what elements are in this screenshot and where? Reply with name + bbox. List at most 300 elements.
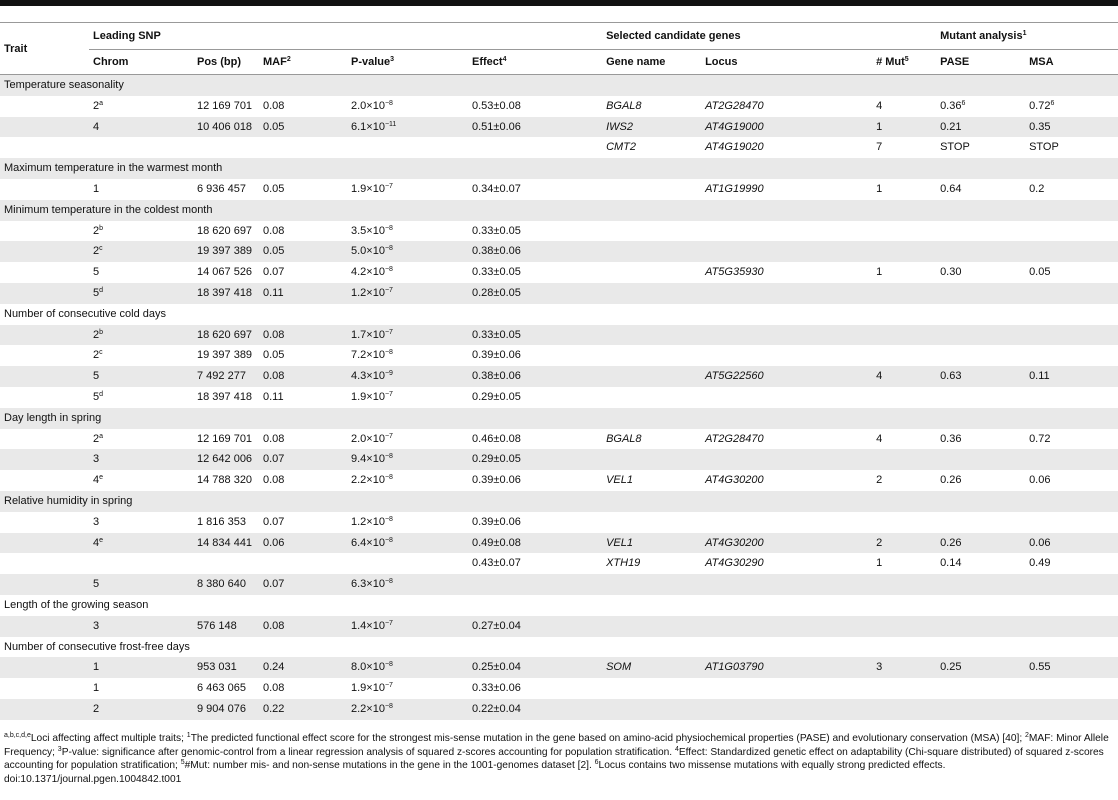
- pvalue-cell: [347, 221, 468, 242]
- footnote-item: Effect: Standardized genetic effect on adaptability (Chi-square distributed) of squared z-scores accounting for population stratification;: [4, 746, 1104, 772]
- msa-cell: [1025, 325, 1118, 346]
- trait-cell: [0, 616, 89, 637]
- pvalue-value: 2.2×10: [351, 702, 385, 715]
- gene-cell: [602, 137, 701, 158]
- locus-cell: [701, 429, 872, 450]
- locus-value: AT2G28470: [705, 432, 764, 445]
- gene-cell: [602, 470, 701, 491]
- header-pvalue-sup: 3: [390, 56, 395, 63]
- table-body: [0, 75, 1118, 720]
- effect-value: 0.27±0.04: [472, 619, 521, 632]
- pos-cell: [193, 345, 259, 366]
- pvalue-value: 1.2×10: [351, 286, 385, 299]
- mut-cell: [872, 429, 936, 450]
- trait-cell: [0, 429, 89, 450]
- msa-cell: [1025, 345, 1118, 366]
- chrom-cell: [89, 221, 193, 242]
- gene-name-value: IWS2: [606, 120, 633, 133]
- maf-cell: [259, 553, 347, 574]
- pvalue-value: 8.0×10: [351, 661, 385, 674]
- maf-cell: [259, 512, 347, 533]
- msa-value: 0.06: [1029, 536, 1051, 549]
- locus-cell: [701, 574, 872, 595]
- trait-cell: [0, 533, 89, 554]
- pvalue-exponent: −7: [384, 432, 393, 440]
- pos-value: 12 642 006: [197, 453, 253, 466]
- chrom-cell: [89, 241, 193, 262]
- header-maf: [259, 50, 347, 75]
- chrom-sup: d: [99, 390, 104, 398]
- gene-cell: [602, 387, 701, 408]
- pvalue-cell: [347, 699, 468, 720]
- header-mut: [872, 50, 936, 75]
- locus-cell: [701, 345, 872, 366]
- pos-cell: [193, 366, 259, 387]
- gene-cell: [602, 512, 701, 533]
- gene-cell: [602, 221, 701, 242]
- maf-cell: [259, 262, 347, 283]
- trait-cell: [0, 512, 89, 533]
- effect-value: 0.39±0.06: [472, 515, 521, 528]
- pos-value: 14 834 441: [197, 536, 253, 549]
- mut-value: 4: [876, 370, 883, 383]
- msa-value: 0.11: [1029, 370, 1050, 383]
- top-rule: [0, 0, 1118, 6]
- maf-value: 0.08: [263, 99, 285, 112]
- effect-cell: [468, 283, 602, 304]
- trait-cell: [0, 678, 89, 699]
- mut-value: 3: [876, 661, 883, 674]
- effect-cell: [468, 262, 602, 283]
- effect-value: 0.46±0.08: [472, 432, 521, 445]
- gene-cell: [602, 325, 701, 346]
- mut-cell: [872, 262, 936, 283]
- gene-cell: [602, 345, 701, 366]
- pvalue-value: 1.9×10: [351, 682, 385, 695]
- msa-value: 0.2: [1029, 182, 1045, 195]
- pos-value: 576 148: [197, 619, 237, 632]
- maf-value: 0.05: [263, 182, 285, 195]
- chrom-value: 3: [93, 453, 100, 466]
- pvalue-exponent: −8: [384, 266, 393, 274]
- header-msa: MSA: [1025, 50, 1118, 75]
- maf-value: 0.08: [263, 432, 285, 445]
- mut-value: 1: [876, 120, 883, 133]
- pos-value: 18 620 697: [197, 328, 253, 341]
- effect-value: 0.33±0.05: [472, 266, 521, 279]
- msa-cell: [1025, 449, 1118, 470]
- maf-value: 0.06: [263, 536, 285, 549]
- trait-section-row: [0, 491, 1118, 512]
- pos-cell: [193, 553, 259, 574]
- locus-cell: [701, 699, 872, 720]
- pase-cell: [936, 429, 1025, 450]
- mut-cell: [872, 616, 936, 637]
- header-effect: [468, 50, 602, 75]
- effect-cell: [468, 449, 602, 470]
- gene-name-value: XTH19: [606, 557, 641, 570]
- chrom-sup: b: [99, 328, 104, 336]
- msa-value: 0.72: [1029, 432, 1051, 445]
- pase-cell: [936, 366, 1025, 387]
- trait-label: Maximum temperature in the warmest month: [0, 158, 1118, 179]
- pase-cell: [936, 117, 1025, 138]
- pvalue-value: 6.4×10: [351, 536, 385, 549]
- chrom-value: 1: [93, 182, 100, 195]
- pase-sup: 6: [961, 99, 966, 107]
- msa-cell: [1025, 137, 1118, 158]
- pos-cell: [193, 470, 259, 491]
- pvalue-cell: [347, 345, 468, 366]
- pos-value: 12 169 701: [197, 99, 253, 112]
- pase-value: 0.26: [940, 474, 962, 487]
- chrom-value: 4: [93, 120, 100, 133]
- gene-cell: [602, 449, 701, 470]
- pase-value: 0.25: [940, 661, 962, 674]
- pvalue-value: 1.9×10: [351, 182, 385, 195]
- pase-cell: [936, 387, 1025, 408]
- pos-cell: [193, 179, 259, 200]
- pase-value: 0.36: [940, 432, 962, 445]
- pase-cell: [936, 678, 1025, 699]
- chrom-cell: [89, 366, 193, 387]
- effect-value: 0.33±0.05: [472, 224, 521, 237]
- chrom-cell: [89, 283, 193, 304]
- maf-cell: [259, 345, 347, 366]
- trait-cell: [0, 241, 89, 262]
- mut-cell: [872, 657, 936, 678]
- mut-cell: [872, 449, 936, 470]
- maf-value: 0.07: [263, 515, 285, 528]
- effect-cell: [468, 429, 602, 450]
- pos-cell: [193, 221, 259, 242]
- chrom-value: 5: [93, 578, 100, 591]
- table-footnotes: [4, 732, 1114, 786]
- maf-cell: [259, 283, 347, 304]
- locus-value: AT5G35930: [705, 266, 764, 279]
- chrom-value: 2: [93, 224, 100, 237]
- pvalue-exponent: −11: [384, 120, 397, 128]
- pvalue-value: 2.0×10: [351, 99, 385, 112]
- effect-cell: [468, 325, 602, 346]
- msa-value: STOP: [1029, 141, 1059, 154]
- gene-cell: [602, 616, 701, 637]
- effect-cell: [468, 512, 602, 533]
- chrom-cell: [89, 470, 193, 491]
- chrom-cell: [89, 699, 193, 720]
- pase-value: 0.64: [940, 182, 962, 195]
- pvalue-value: 4.2×10: [351, 266, 385, 279]
- mut-cell: [872, 96, 936, 117]
- pvalue-cell: [347, 117, 468, 138]
- pos-cell: [193, 533, 259, 554]
- mut-cell: [872, 179, 936, 200]
- header-locus: Locus: [701, 50, 872, 75]
- trait-cell: [0, 179, 89, 200]
- chrom-sup: e: [99, 536, 104, 544]
- effect-cell: [468, 699, 602, 720]
- pos-value: 19 397 389: [197, 349, 253, 362]
- pvalue-exponent: −8: [384, 702, 393, 710]
- chrom-cell: [89, 262, 193, 283]
- msa-cell: [1025, 283, 1118, 304]
- chrom-value: 2: [93, 432, 100, 445]
- msa-value: 0.49: [1029, 557, 1051, 570]
- msa-cell: [1025, 616, 1118, 637]
- gene-name-value: SOM: [606, 661, 632, 674]
- trait-label: Minimum temperature in the coldest month: [0, 200, 1118, 221]
- pvalue-exponent: −8: [384, 474, 393, 482]
- table-row: [0, 533, 1118, 554]
- mut-cell: [872, 366, 936, 387]
- pase-value: 0.21: [940, 120, 962, 133]
- locus-cell: [701, 241, 872, 262]
- trait-cell: [0, 283, 89, 304]
- pvalue-cell: [347, 512, 468, 533]
- msa-sup: 6: [1050, 99, 1055, 107]
- maf-cell: [259, 470, 347, 491]
- locus-cell: [701, 657, 872, 678]
- effect-value: 0.43±0.07: [472, 557, 521, 570]
- pvalue-cell: [347, 429, 468, 450]
- pvalue-value: 1.9×10: [351, 390, 385, 403]
- chrom-cell: [89, 179, 193, 200]
- mut-cell: [872, 678, 936, 699]
- maf-cell: [259, 179, 347, 200]
- trait-label: Temperature seasonality: [0, 75, 1118, 96]
- pvalue-value: 5.0×10: [351, 245, 385, 258]
- chrom-value: 2: [93, 349, 100, 362]
- trait-cell: [0, 449, 89, 470]
- effect-cell: [468, 137, 602, 158]
- msa-cell: [1025, 574, 1118, 595]
- mut-cell: [872, 699, 936, 720]
- pos-cell: [193, 616, 259, 637]
- locus-cell: [701, 387, 872, 408]
- header-pos: Pos (bp): [193, 50, 259, 75]
- mut-cell: [872, 221, 936, 242]
- pvalue-cell: [347, 470, 468, 491]
- chrom-value: 4: [93, 536, 100, 549]
- pvalue-value: 6.3×10: [351, 578, 385, 591]
- table-row: [0, 574, 1118, 595]
- maf-cell: [259, 429, 347, 450]
- table-row: [0, 470, 1118, 491]
- pvalue-cell: [347, 574, 468, 595]
- header-leading-snp: Leading SNP: [89, 23, 602, 50]
- table-row: [0, 616, 1118, 637]
- pase-cell: [936, 325, 1025, 346]
- effect-cell: [468, 678, 602, 699]
- mut-cell: [872, 283, 936, 304]
- footnote-item: The predicted functional effect score for the strongest mis-sense mutation in the gene based on amino-acid physiochemical properties (PASE) and evolutionary conservation (MSA) [40];: [190, 733, 1025, 744]
- maf-cell: [259, 96, 347, 117]
- pvalue-value: 4.3×10: [351, 370, 385, 383]
- effect-cell: [468, 657, 602, 678]
- pos-cell: [193, 657, 259, 678]
- mut-value: 2: [876, 474, 883, 487]
- effect-value: 0.51±0.06: [472, 120, 521, 133]
- maf-value: 0.08: [263, 224, 285, 237]
- locus-value: AT4G19000: [705, 120, 764, 133]
- trait-cell: [0, 387, 89, 408]
- trait-cell: [0, 366, 89, 387]
- effect-cell: [468, 345, 602, 366]
- table-row: [0, 345, 1118, 366]
- mut-cell: [872, 241, 936, 262]
- pvalue-value: 1.2×10: [351, 515, 385, 528]
- pos-value: 1 816 353: [197, 515, 246, 528]
- footnote-item: P-value: significance after genomic-control from a linear regression analysis of squared z-scores accounting for population stratification.: [61, 746, 675, 758]
- locus-cell: [701, 616, 872, 637]
- pos-cell: [193, 241, 259, 262]
- trait-cell: [0, 699, 89, 720]
- msa-cell: [1025, 678, 1118, 699]
- locus-cell: [701, 283, 872, 304]
- pvalue-cell: [347, 241, 468, 262]
- locus-value: AT4G30200: [705, 536, 764, 549]
- header-gene-name: Gene name: [602, 50, 701, 75]
- maf-value: 0.24: [263, 661, 285, 674]
- footnote-marker: 5: [180, 759, 185, 767]
- footnote-item: Locus contains two missense mutations with equally strong predicted effects.: [598, 760, 946, 772]
- pvalue-exponent: −8: [384, 536, 393, 544]
- gene-name-value: BGAL8: [606, 432, 642, 445]
- pos-value: 18 397 418: [197, 286, 253, 299]
- trait-cell: [0, 137, 89, 158]
- chrom-sup: a: [99, 99, 104, 107]
- pvalue-exponent: −8: [384, 349, 393, 357]
- mut-cell: [872, 137, 936, 158]
- gene-name-value: VEL1: [606, 474, 633, 487]
- pvalue-cell: [347, 657, 468, 678]
- effect-cell: [468, 241, 602, 262]
- header-maf-text: MAF: [263, 56, 287, 68]
- effect-cell: [468, 96, 602, 117]
- effect-value: 0.33±0.05: [472, 328, 521, 341]
- footnote-marker: a,b,c,d,e: [4, 732, 31, 739]
- maf-value: 0.07: [263, 578, 285, 591]
- msa-cell: [1025, 387, 1118, 408]
- chrom-value: 3: [93, 515, 100, 528]
- trait-cell: [0, 553, 89, 574]
- pvalue-exponent: −8: [384, 245, 393, 253]
- mut-value: 4: [876, 432, 883, 445]
- maf-cell: [259, 678, 347, 699]
- mut-cell: [872, 553, 936, 574]
- pvalue-exponent: −8: [384, 578, 393, 586]
- header-pvalue-text: P-value: [351, 56, 391, 68]
- chrom-value: 4: [93, 474, 100, 487]
- pos-cell: [193, 449, 259, 470]
- trait-label: Day length in spring: [0, 408, 1118, 429]
- footnote-item: #Mut: number mis- and non-sense mutations in the gene in the 1001-genomes dataset [2].: [184, 760, 595, 772]
- chrom-cell: [89, 657, 193, 678]
- msa-cell: [1025, 117, 1118, 138]
- pos-value: 953 031: [197, 661, 237, 674]
- pvalue-cell: [347, 96, 468, 117]
- mut-value: 1: [876, 557, 883, 570]
- pos-cell: [193, 574, 259, 595]
- msa-cell: [1025, 533, 1118, 554]
- pos-cell: [193, 96, 259, 117]
- pvalue-cell: [347, 283, 468, 304]
- header-mutant-analysis-sup: 1: [1022, 30, 1027, 37]
- chrom-value: 2: [93, 245, 100, 258]
- table-row: [0, 179, 1118, 200]
- maf-cell: [259, 449, 347, 470]
- maf-cell: [259, 533, 347, 554]
- locus-cell: [701, 449, 872, 470]
- msa-cell: [1025, 699, 1118, 720]
- maf-value: 0.08: [263, 370, 285, 383]
- pos-cell: [193, 325, 259, 346]
- table-row: [0, 325, 1118, 346]
- chrom-value: 2: [93, 99, 100, 112]
- table-row: [0, 221, 1118, 242]
- mut-value: 7: [876, 141, 883, 154]
- pos-value: 19 397 389: [197, 245, 253, 258]
- pase-cell: [936, 345, 1025, 366]
- trait-cell: [0, 117, 89, 138]
- gene-cell: [602, 96, 701, 117]
- pos-cell: [193, 387, 259, 408]
- table-row: [0, 678, 1118, 699]
- pvalue-exponent: −8: [384, 661, 393, 669]
- effect-value: 0.29±0.05: [472, 453, 521, 466]
- gene-cell: [602, 366, 701, 387]
- maf-cell: [259, 657, 347, 678]
- locus-value: AT4G30290: [705, 557, 764, 570]
- pase-cell: [936, 241, 1025, 262]
- header-selected-candidate-genes: Selected candidate genes: [602, 23, 936, 50]
- pvalue-cell: [347, 387, 468, 408]
- chrom-sup: e: [99, 474, 104, 482]
- chrom-cell: [89, 429, 193, 450]
- pvalue-value: 7.2×10: [351, 349, 385, 362]
- footnote-marker: 6: [594, 759, 599, 767]
- pase-cell: [936, 657, 1025, 678]
- footnote-item: Loci affecting affect multiple traits;: [30, 733, 187, 744]
- pase-cell: [936, 449, 1025, 470]
- mut-value: 2: [876, 536, 883, 549]
- mut-cell: [872, 387, 936, 408]
- locus-cell: [701, 366, 872, 387]
- maf-value: 0.08: [263, 474, 285, 487]
- maf-value: 0.05: [263, 120, 285, 133]
- maf-cell: [259, 221, 347, 242]
- pase-value: 0.63: [940, 370, 962, 383]
- gene-cell: [602, 429, 701, 450]
- pos-value: 14 788 320: [197, 474, 253, 487]
- pos-cell: [193, 699, 259, 720]
- msa-cell: [1025, 221, 1118, 242]
- trait-section-row: [0, 200, 1118, 221]
- pvalue-exponent: −7: [384, 328, 393, 336]
- pase-cell: [936, 179, 1025, 200]
- msa-cell: [1025, 241, 1118, 262]
- pase-value: 0.30: [940, 266, 962, 279]
- pos-cell: [193, 678, 259, 699]
- trait-cell: [0, 325, 89, 346]
- maf-cell: [259, 387, 347, 408]
- mut-cell: [872, 470, 936, 491]
- effect-cell: [468, 221, 602, 242]
- chrom-sup: d: [99, 286, 104, 294]
- pase-value: 0.26: [940, 536, 962, 549]
- mut-value: 4: [876, 99, 883, 112]
- header-chrom: Chrom: [89, 50, 193, 75]
